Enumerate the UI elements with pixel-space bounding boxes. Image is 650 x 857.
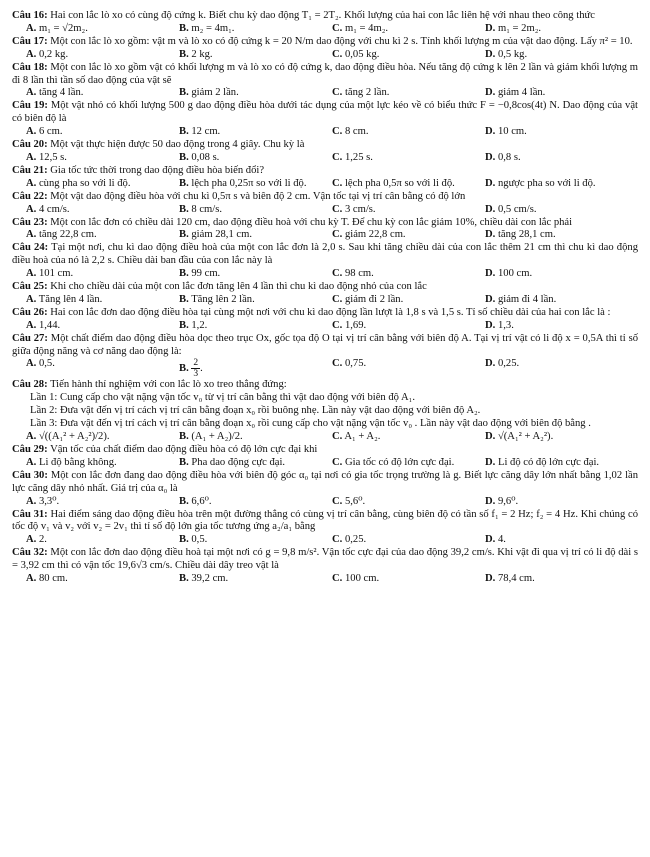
answer-option[interactable] — [26, 152, 179, 165]
question-number: Câu 32: — [12, 547, 48, 559]
option-text: Tăng lên 4 lần. — [38, 293, 103, 305]
answer-option[interactable] — [26, 204, 179, 217]
question-body: Một con lắc lò xo gồm vật có khối lượng m và lò xo có độ cứng k, dao động điều hòa. Nếu tăng độ cứng k lên 2 lần và giảm khối lượng m đi 8 lần thì tần số dao động của vật sẽ — [12, 61, 639, 86]
option-text: giảm đi 2 lần. — [344, 293, 404, 305]
option-text: 0,25. — [344, 534, 367, 546]
option-letter: B. — [179, 126, 189, 138]
question-block — [12, 36, 638, 62]
answer-options — [12, 126, 638, 139]
option-text: 0,25. — [497, 358, 520, 370]
option-text: 1,3. — [497, 319, 514, 331]
option-letter: B. — [179, 203, 189, 215]
option-text: m₁ = √2m₂. — [38, 22, 88, 34]
answer-options — [12, 573, 638, 586]
answer-option[interactable] — [485, 152, 638, 165]
question-block — [12, 444, 638, 470]
answer-option[interactable] — [26, 294, 179, 307]
option-letter: B. — [179, 177, 189, 189]
question-number: Câu 16: — [12, 10, 48, 21]
answer-option[interactable] — [26, 23, 179, 36]
question-text — [12, 100, 638, 126]
option-letter: C. — [332, 22, 343, 34]
answer-option[interactable] — [485, 229, 638, 242]
option-text: 0,5. — [38, 358, 55, 370]
question-text — [12, 547, 638, 573]
option-letter: D. — [485, 293, 496, 305]
option-text: 6 cm. — [38, 126, 63, 138]
option-letter: C. — [332, 573, 343, 585]
option-letter: A. — [26, 319, 37, 331]
answer-option[interactable] — [26, 358, 179, 379]
answer-option[interactable] — [26, 431, 179, 444]
option-letter: D. — [485, 534, 496, 546]
answer-option[interactable] — [179, 358, 332, 379]
option-text: 8 cm. — [344, 126, 369, 138]
question-body: Một con lắc đơn dao động điều hoà tại một nơi có g = 9,8 m/s². Vận tốc cực đại của dao động 39,2 cm/s. Khi vật đi qua vị trí có li độ dài s = 3,92 cm thì có vận tốc 19,6√3 cm/s. Chiều dài dây treo vật là — [12, 547, 639, 572]
option-text: 99 cm. — [191, 268, 221, 280]
answer-options — [12, 358, 638, 379]
question-block — [12, 139, 638, 165]
option-text: giảm 28,1 cm. — [191, 229, 252, 241]
question-text — [12, 139, 638, 152]
option-letter: D. — [485, 87, 496, 99]
option-letter: C. — [332, 319, 343, 331]
answer-options — [12, 23, 638, 36]
option-text: 12 cm. — [191, 126, 221, 138]
question-block — [12, 100, 638, 139]
answer-options — [12, 152, 638, 165]
answer-option[interactable] — [26, 496, 179, 509]
option-text: 3,3⁰. — [38, 495, 60, 507]
option-letter: B. — [179, 87, 189, 99]
option-letter: A. — [26, 534, 37, 546]
question-body: Một con lắc đơn có chiều dài 120 cm, dao động điều hoà với chu kỳ T. Để chu kỳ con lắc giảm 10%, chiều dài con lắc phải — [50, 216, 573, 228]
question-block — [12, 217, 638, 243]
question-text — [12, 165, 638, 178]
option-fraction — [191, 358, 200, 379]
option-letter: C. — [332, 203, 343, 215]
option-text: 1,2. — [191, 319, 208, 331]
option-text: giảm đi 4 lần. — [497, 293, 557, 305]
answer-option[interactable] — [26, 268, 179, 281]
option-letter: D. — [485, 268, 496, 280]
option-text: 100 cm. — [344, 573, 380, 585]
question-text — [12, 333, 638, 359]
option-letter: A. — [26, 495, 37, 507]
answer-option[interactable] — [179, 152, 332, 165]
answer-option[interactable] — [332, 49, 485, 62]
answer-option[interactable] — [179, 320, 332, 333]
answer-option[interactable] — [485, 573, 638, 586]
question-number: Câu 27: — [12, 332, 48, 344]
option-text: m₂ = 4m₁. — [191, 22, 235, 34]
option-text: cùng pha so với li độ. — [38, 177, 131, 189]
option-letter: A. — [26, 22, 37, 34]
question-number: Câu 20: — [12, 139, 48, 151]
answer-option[interactable] — [332, 294, 485, 307]
question-number: Câu 30: — [12, 469, 48, 481]
answer-option[interactable] — [332, 23, 485, 36]
option-text: 0,2 kg. — [38, 48, 69, 60]
option-text: giảm 4 lần. — [497, 87, 546, 99]
option-letter: D. — [485, 456, 496, 468]
option-letter: A. — [26, 229, 37, 241]
option-letter: B. — [179, 456, 189, 468]
answer-option[interactable] — [179, 204, 332, 217]
option-text: 0,08 s. — [191, 151, 220, 163]
option-letter: A. — [26, 358, 37, 370]
question-body: Một vật dao động điều hòa với chu kì 0,5π s và biên độ 2 cm. Vận tốc tại vị trí cân bằng có độ lớn — [50, 190, 466, 202]
question-text — [12, 470, 638, 496]
option-text: 0,5 cm/s. — [497, 203, 537, 215]
answer-option[interactable] — [26, 534, 179, 547]
question-text — [12, 307, 638, 320]
option-text: 5,6⁰. — [344, 495, 366, 507]
question-block — [12, 62, 638, 101]
answer-option[interactable] — [179, 229, 332, 242]
answer-option[interactable] — [179, 49, 332, 62]
question-text — [12, 36, 638, 49]
answer-option[interactable] — [179, 431, 332, 444]
option-text: 1,44. — [38, 319, 61, 331]
answer-option[interactable] — [485, 358, 638, 379]
option-letter: C. — [332, 358, 343, 370]
answer-options — [12, 496, 638, 509]
answer-option[interactable] — [179, 294, 332, 307]
question-body: Hai điểm sáng dao động điều hòa trên một đường thẳng có cùng vị trí cân bằng, cùng biên độ có tần số f₁ = 2 Hz; f₂ = 4 Hz. Khi chúng có tốc độ v₁ và v₂ với v₂ = 2v₁ thì tỉ số độ lớn gia tốc tương ứng a₂/a₁ bằng — [12, 508, 639, 533]
answer-option[interactable] — [26, 126, 179, 139]
question-number: Câu 31: — [12, 508, 48, 520]
option-text: 100 cm. — [497, 268, 533, 280]
answer-option[interactable] — [179, 87, 332, 100]
option-letter: A. — [26, 126, 37, 138]
option-letter: A. — [26, 456, 37, 468]
option-letter: C. — [332, 495, 343, 507]
option-text: 0,5 kg. — [497, 48, 528, 60]
option-text: 6,6⁰. — [191, 495, 212, 507]
question-block — [12, 333, 638, 380]
option-letter: B. — [179, 151, 189, 163]
question-number: Câu 22: — [12, 190, 48, 202]
option-letter: A. — [26, 87, 37, 99]
option-letter: D. — [485, 358, 496, 370]
answer-option[interactable] — [485, 49, 638, 62]
answer-option[interactable] — [179, 457, 332, 470]
option-letter: B. — [179, 268, 189, 280]
option-text: m₁ = 4m₂. — [344, 22, 389, 34]
option-letter: D. — [485, 431, 496, 443]
option-letter: A. — [26, 177, 37, 189]
option-letter: D. — [485, 177, 496, 189]
answer-option[interactable] — [26, 87, 179, 100]
option-text: giảm 2 lần. — [191, 87, 239, 99]
answer-option[interactable] — [485, 87, 638, 100]
option-letter: C. — [332, 48, 343, 60]
option-letter: B. — [179, 363, 189, 375]
option-letter: A. — [26, 431, 37, 443]
answer-options — [12, 457, 638, 470]
question-body: Một vật thực hiện được 50 dao động trong 4 giây. Chu kỳ là — [50, 139, 305, 151]
option-text: m₁ = 2m₂. — [497, 22, 542, 34]
question-block — [12, 191, 638, 217]
answer-option[interactable] — [485, 534, 638, 547]
option-text: 4. — [497, 534, 506, 546]
question-number: Câu 19: — [12, 100, 48, 112]
question-body: Tiến hành thí nghiệm với con lắc lò xo treo thẳng đứng: — [50, 379, 287, 391]
option-text: giảm 22,8 cm. — [344, 229, 406, 241]
question-body: Hai con lắc lò xo có cùng độ cứng k. Biết chu kỳ dao động T₁ = 2T₂. Khối lượng của hai con lắc liên hệ với nhau theo công thức — [50, 10, 595, 21]
question-number: Câu 21: — [12, 164, 48, 176]
answer-option[interactable] — [332, 126, 485, 139]
answer-option[interactable] — [26, 457, 179, 470]
answer-option[interactable] — [332, 204, 485, 217]
question-text — [12, 191, 638, 204]
option-text: 39,2 cm. — [191, 573, 229, 585]
question-text — [12, 444, 638, 457]
answer-option[interactable] — [485, 268, 638, 281]
answer-option[interactable] — [179, 534, 332, 547]
option-text: ngược pha so với li độ. — [497, 177, 596, 189]
option-text: Gia tốc có độ lớn cực đại. — [344, 456, 455, 468]
answer-options — [12, 204, 638, 217]
option-text: tăng 4 lần. — [38, 87, 84, 99]
option-letter: D. — [485, 126, 496, 138]
option-letter: C. — [332, 456, 343, 468]
option-letter: D. — [485, 48, 496, 60]
answer-option[interactable] — [332, 573, 485, 586]
answer-option[interactable] — [179, 126, 332, 139]
option-letter: B. — [179, 431, 189, 443]
option-text: 2 kg. — [191, 48, 213, 60]
answer-option[interactable] — [332, 534, 485, 547]
option-letter: A. — [26, 151, 37, 163]
option-text: 1,25 s. — [344, 151, 373, 163]
answer-option[interactable] — [179, 23, 332, 36]
option-text: 3 cm/s. — [344, 203, 376, 215]
option-letter: B. — [179, 534, 189, 546]
option-text: 10 cm. — [497, 126, 527, 138]
option-letter: B. — [179, 495, 189, 507]
option-text: 0,8 s. — [497, 151, 521, 163]
question-block — [12, 379, 638, 444]
question-text — [12, 509, 638, 535]
question-body: Một con lắc đơn đang dao động điều hòa với biên độ góc α₀ tại nơi có gia tốc trọng trường là g. Biết lực căng dây lớn nhất bằng 1,02 lần lực căng dây nhỏ nhất. Giá trị của α₀ là — [12, 469, 639, 494]
answer-option[interactable] — [485, 431, 638, 444]
option-letter: D. — [485, 203, 496, 215]
question-text — [12, 62, 638, 88]
question-block — [12, 509, 638, 548]
question-block — [12, 547, 638, 586]
answer-option[interactable] — [485, 294, 638, 307]
question-block — [12, 10, 638, 36]
option-text: 9,6⁰. — [497, 495, 519, 507]
option-text: (A₁ + A₂)/2. — [191, 431, 243, 443]
option-letter: B. — [179, 319, 189, 331]
experiment-step: Lần 3: Đưa vật đến vị trí cách vị trí cân bằng đoạn x₀ rồi cung cấp cho vật nặng vận tốc v₀ . Lần này vật dao động với biên độ bằng . — [30, 418, 591, 430]
question-body: Gia tốc tức thời trong dao động điều hòa biến đổi? — [50, 164, 265, 176]
option-text: 8 cm/s. — [191, 203, 222, 215]
answer-option[interactable] — [332, 358, 485, 379]
fraction-numerator: 2 — [193, 358, 199, 369]
answer-options — [12, 431, 638, 444]
answer-option[interactable] — [485, 320, 638, 333]
option-letter: D. — [485, 151, 496, 163]
answer-option[interactable] — [332, 87, 485, 100]
question-block — [12, 242, 638, 281]
question-number: Câu 24: — [12, 242, 49, 254]
option-text: √(A₁² + A₂²). — [497, 431, 554, 443]
option-text: 0,05 kg. — [344, 48, 380, 60]
option-letter: A. — [26, 203, 37, 215]
option-text: A₁ + A₂. — [344, 431, 381, 443]
option-text: 78,4 cm. — [497, 573, 535, 585]
question-body: Tại một nơi, chu kì dao động điều hoà của một con lắc đơn là 2,0 s. Sau khi tăng chiều dài của con lắc thêm 21 cm thì chu kì dao động điều hoà của nó là 2,2 s. Chiều dài ban đầu của con lắc này là — [12, 242, 638, 267]
option-letter: B. — [179, 573, 189, 585]
option-text: 80 cm. — [38, 573, 68, 585]
question-body: Vận tốc của chất điểm dao động điều hòa có độ lớn cực đại khi — [50, 444, 318, 455]
question-text — [12, 242, 638, 268]
question-number: Câu 23: — [12, 216, 48, 228]
option-letter: A. — [26, 268, 37, 280]
answer-option[interactable] — [485, 457, 638, 470]
answer-option[interactable] — [332, 268, 485, 281]
question-body: Hai con lắc đơn dao động điều hòa tại cùng một nơi với chu kì dao động lần lượt là 1,8 s và 1,5 s. Tỉ số chiều dài của hai con lắc là : — [50, 306, 611, 318]
answer-option[interactable] — [332, 152, 485, 165]
answer-option[interactable] — [26, 573, 179, 586]
option-text: 12,5 s. — [38, 151, 67, 163]
option-text: 0,75. — [344, 358, 367, 370]
answer-option[interactable] — [485, 23, 638, 36]
question-body: Khi cho chiều dài của một con lắc đơn tăng lên 4 lần thì chu kì dao động nhỏ của con lắc — [50, 281, 427, 293]
answer-options — [12, 229, 638, 242]
option-text: 101 cm. — [38, 268, 74, 280]
option-text: √((A₁² + A₂²)/2). — [38, 431, 110, 443]
option-text: 0,5. — [191, 534, 208, 546]
answer-option[interactable] — [179, 573, 332, 586]
option-letter: D. — [485, 573, 496, 585]
answer-option[interactable] — [332, 431, 485, 444]
answer-option[interactable] — [332, 496, 485, 509]
option-text: Tăng lên 2 lần. — [191, 293, 255, 305]
question-text — [12, 10, 638, 23]
answer-option[interactable] — [179, 268, 332, 281]
option-letter: C. — [332, 534, 343, 546]
option-text: Li độ bằng không. — [38, 456, 117, 468]
question-number: Câu 28: — [12, 379, 48, 391]
option-letter: D. — [485, 495, 496, 507]
option-letter: D. — [485, 22, 496, 34]
question-text — [12, 379, 638, 392]
question-block — [12, 281, 638, 307]
answer-option[interactable] — [179, 178, 332, 191]
question-number: Câu 26: — [12, 306, 48, 318]
option-text: 2. — [38, 534, 47, 546]
answer-option[interactable] — [332, 457, 485, 470]
option-letter: D. — [485, 229, 496, 241]
question-number: Câu 25: — [12, 281, 48, 293]
option-text: tăng 22,8 cm. — [38, 229, 97, 241]
answer-options — [12, 87, 638, 100]
answer-option[interactable] — [485, 126, 638, 139]
experiment-step: Lần 2: Đưa vật đến vị trí cách vị trí cân bằng đoạn x₀ rồi buông nhẹ. Lần này vật dao động với biên độ A₂. — [30, 405, 481, 417]
answer-option[interactable] — [332, 178, 485, 191]
option-letter: A. — [26, 48, 37, 60]
answer-options — [12, 534, 638, 547]
answer-option[interactable] — [332, 229, 485, 242]
answer-option[interactable] — [26, 49, 179, 62]
option-text: 4 cm/s. — [38, 203, 70, 215]
question-number: Câu 18: — [12, 61, 48, 73]
option-letter: C. — [332, 293, 343, 305]
question-number: Câu 29: — [12, 444, 48, 455]
option-letter: B. — [179, 293, 189, 305]
option-letter: A. — [26, 573, 37, 585]
answer-option[interactable] — [485, 178, 638, 191]
answer-option[interactable] — [26, 320, 179, 333]
question-block — [12, 307, 638, 333]
answer-options — [12, 320, 638, 333]
answer-options — [12, 294, 638, 307]
option-letter: C. — [332, 229, 343, 241]
option-text: Pha dao động cực đại. — [191, 456, 286, 468]
answer-option[interactable] — [179, 496, 332, 509]
question-body: Một chất điểm dao động điều hòa dọc theo trục Ox, gốc tọa độ O tại vị trí cân bằng với biên độ A. Tại vị trí vật có li độ x = 0,5A thì tỉ số giữa động năng và cơ năng dao động là: — [12, 332, 638, 357]
option-letter: B. — [179, 48, 189, 60]
option-letter: B. — [179, 229, 189, 241]
answer-option[interactable] — [332, 320, 485, 333]
answer-option[interactable] — [26, 229, 179, 242]
option-letter: D. — [485, 319, 496, 331]
question-number: Câu 17: — [12, 35, 48, 47]
answer-option[interactable] — [26, 178, 179, 191]
option-text: 1,69. — [344, 319, 367, 331]
question-text — [12, 281, 638, 294]
option-text: 98 cm. — [344, 268, 374, 280]
question-body: Một con lắc lò xo gồm: vật m và lò xo có độ cứng k = 20 N/m dao động với chu kì 2 s. Tính khối lượng m của vật dao động. Lấy π² = 10. — [50, 35, 633, 47]
experiment-step: Lần 1: Cung cấp cho vật nặng vận tốc v₀ từ vị trí cân bằng thì vật dao động với biên độ A₁. — [30, 392, 416, 404]
option-letter: C. — [332, 126, 343, 138]
fraction-denominator: 3 — [193, 369, 199, 380]
option-text: . — [200, 363, 203, 375]
question-text — [12, 217, 638, 230]
option-text: lệch pha 0,5π so với li độ. — [344, 177, 455, 189]
answer-option[interactable] — [485, 204, 638, 217]
option-text: Li độ có độ lớn cực đại. — [497, 456, 600, 468]
answer-option[interactable] — [485, 496, 638, 509]
option-letter: B. — [179, 22, 189, 34]
answer-options — [12, 268, 638, 281]
question-body: Một vật nhỏ có khối lượng 500 g dao động điều hòa dưới tác dụng của một lực kéo về có biểu thức F = −0,8cos(4t) N. Dao động của vật có biên độ là — [12, 100, 638, 125]
option-letter: C. — [332, 177, 343, 189]
answer-options — [12, 49, 638, 62]
option-text: tăng 2 lần. — [344, 87, 390, 99]
option-letter: C. — [332, 431, 343, 443]
option-text: lệch pha 0,25π so với li độ. — [191, 177, 307, 189]
option-letter: A. — [26, 293, 37, 305]
question-block — [12, 470, 638, 509]
option-text: tăng 28,1 cm. — [497, 229, 556, 241]
question-block — [12, 165, 638, 191]
option-letter: C. — [332, 151, 343, 163]
option-letter: C. — [332, 87, 343, 99]
answer-options — [12, 178, 638, 191]
option-letter: C. — [332, 268, 343, 280]
